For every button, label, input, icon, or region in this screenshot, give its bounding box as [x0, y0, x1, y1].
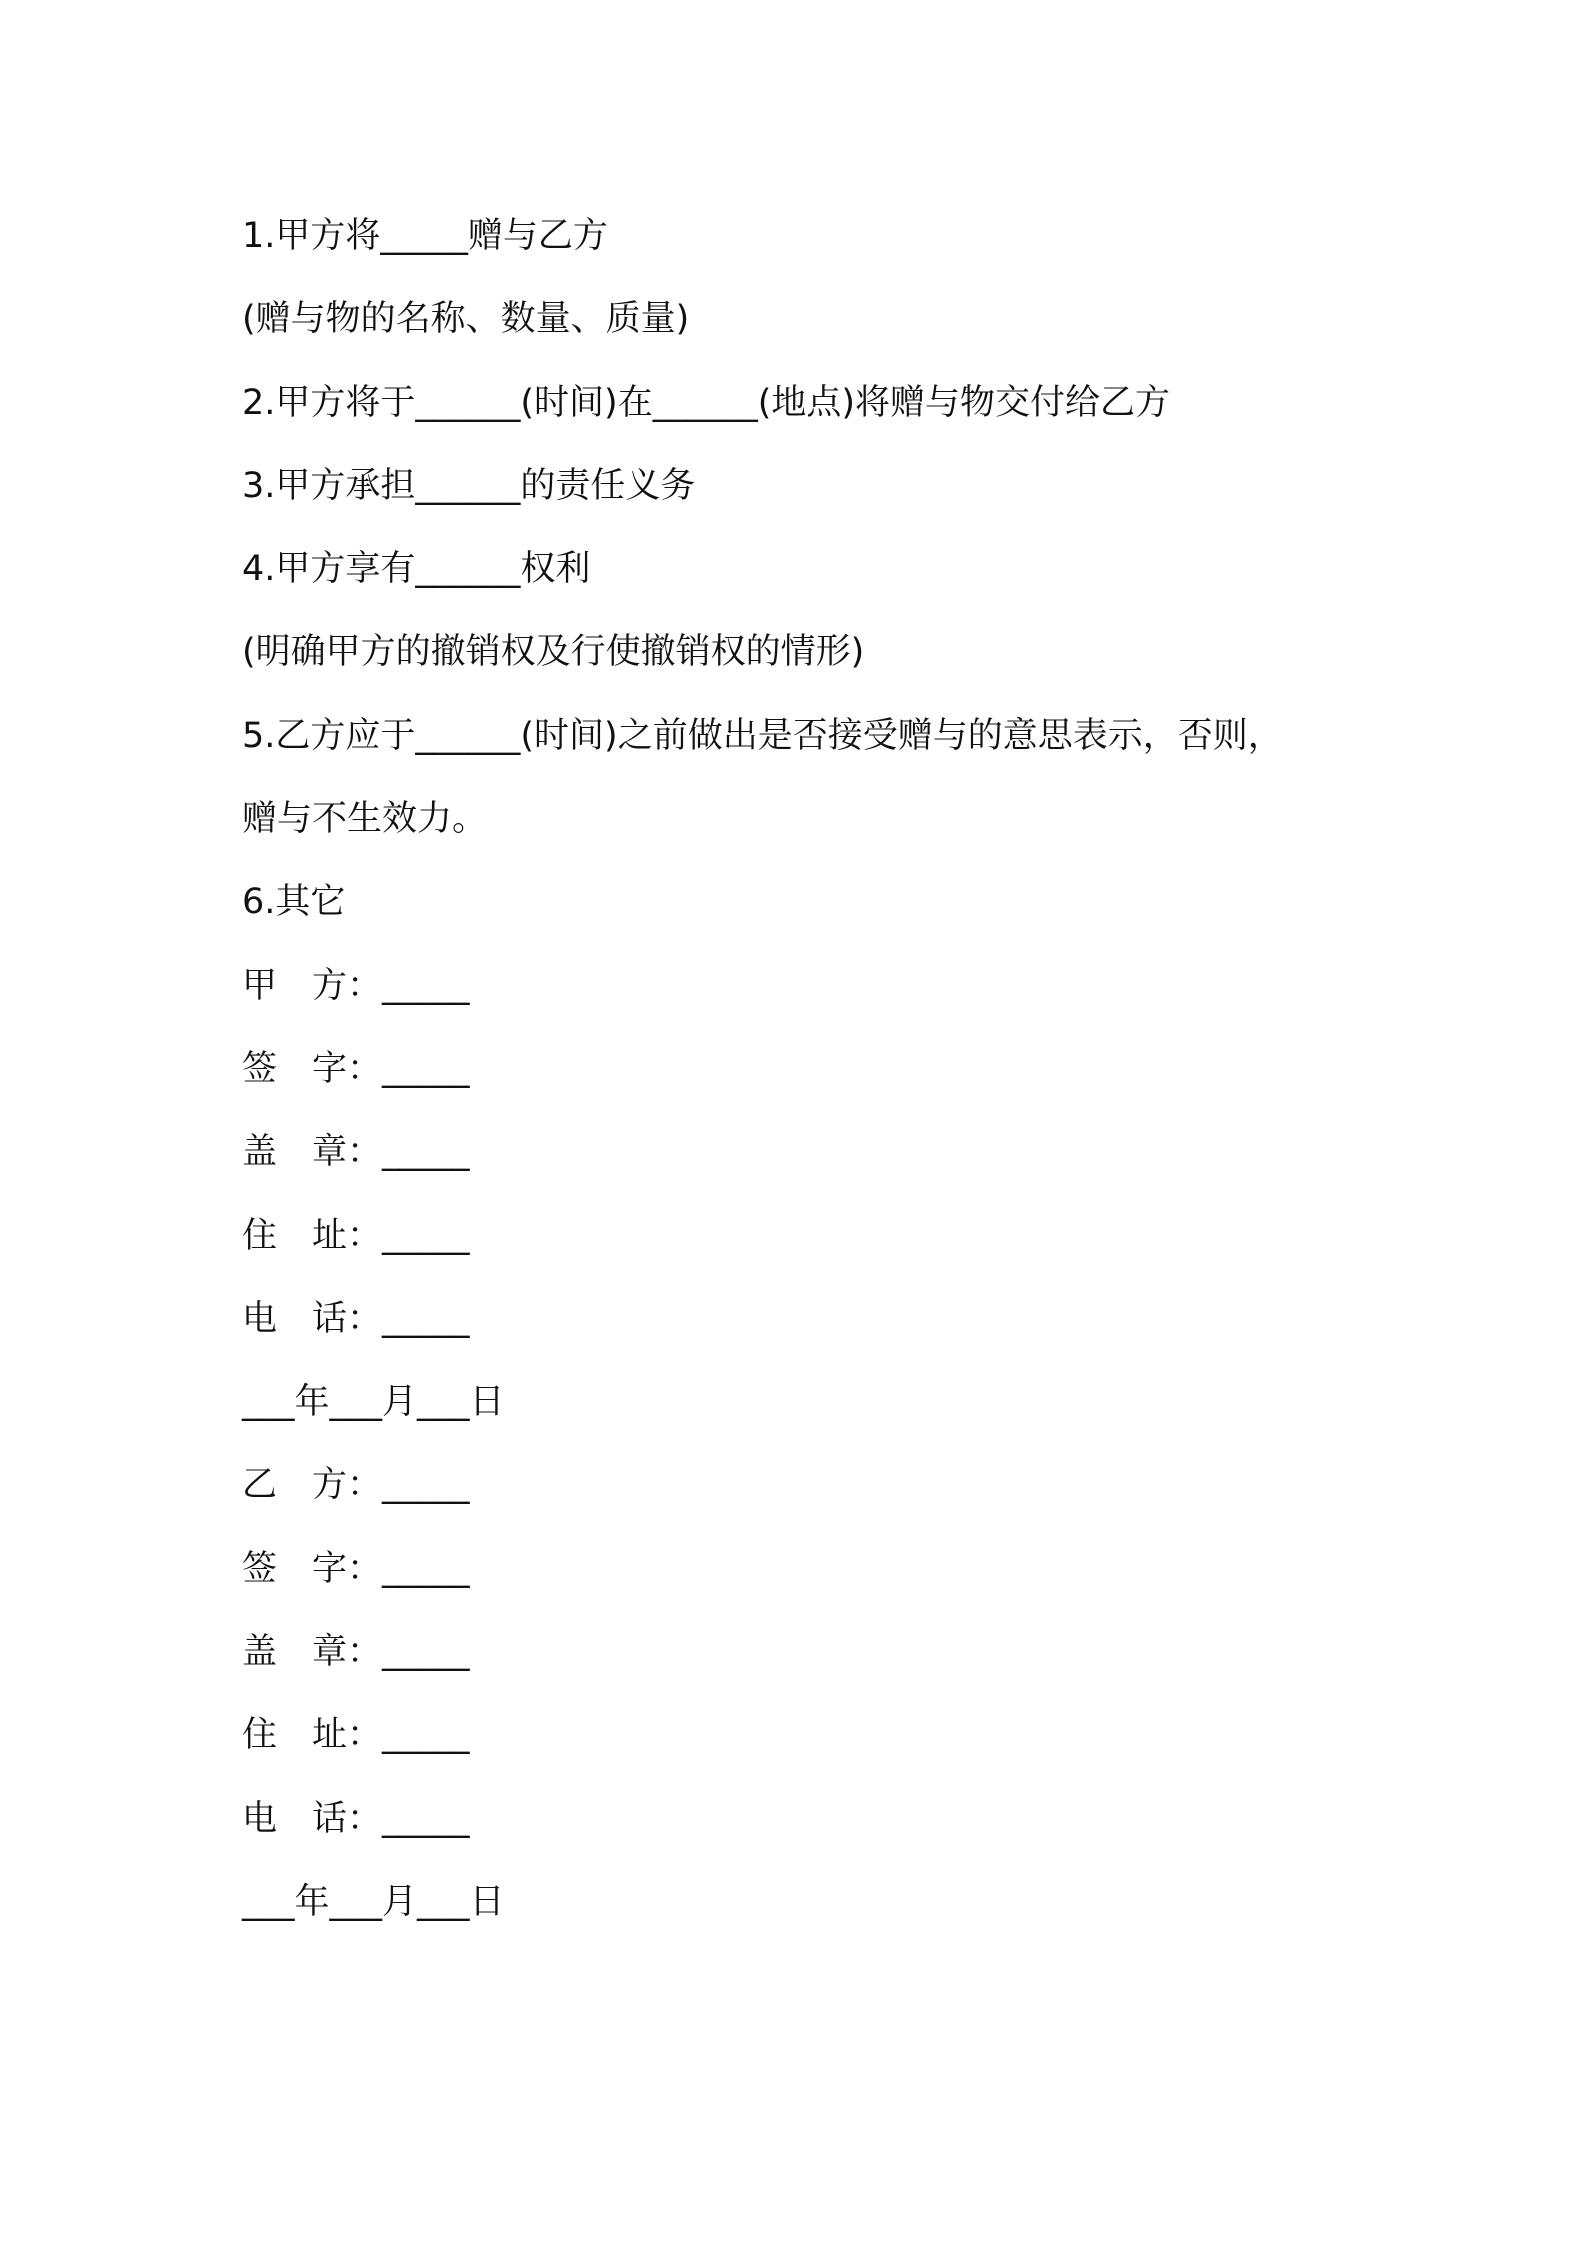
clause-3: 3.甲方承担______的责任义务: [242, 465, 696, 506]
party-a-signature-field: 签 字：_____: [242, 1048, 470, 1089]
party-b-address-field: 住 址：_____: [242, 1715, 470, 1756]
clause-6: 6.其它: [242, 882, 346, 923]
clause-4-note: (明确甲方的撤销权及行使撤销权的情形): [242, 632, 865, 673]
party-b-seal-field: 盖 章：_____: [242, 1632, 470, 1673]
party-a-phone-field: 电 话：_____: [242, 1298, 470, 1339]
clause-5: 5.乙方应于______(时间)之前做出是否接受赠与的意思表示，否则，: [242, 715, 1283, 756]
party-a-name-field: 甲 方：_____: [242, 965, 470, 1006]
clause-2: 2.甲方将于______(时间)在______(地点)将赠与物交付给乙方: [242, 382, 1171, 423]
clause-5-continued: 赠与不生效力。: [242, 799, 488, 840]
party-b-name-field: 乙 方：_____: [242, 1465, 470, 1506]
document-body: [242, 195, 1392, 1944]
party-a-date-field: ___年___月___日: [242, 1382, 505, 1423]
party-b-signature-field: 签 字：_____: [242, 1548, 470, 1589]
clause-4: 4.甲方享有______权利: [242, 549, 591, 590]
party-a-seal-field: 盖 章：_____: [242, 1132, 470, 1173]
clause-1-note: (赠与物的名称、数量、质量): [242, 299, 690, 340]
party-a-address-field: 住 址：_____: [242, 1215, 470, 1256]
clause-1: 1.甲方将_____赠与乙方: [242, 216, 608, 256]
party-b-date-field: ___年___月___日: [242, 1881, 505, 1922]
party-b-phone-field: 电 话：_____: [242, 1798, 470, 1839]
